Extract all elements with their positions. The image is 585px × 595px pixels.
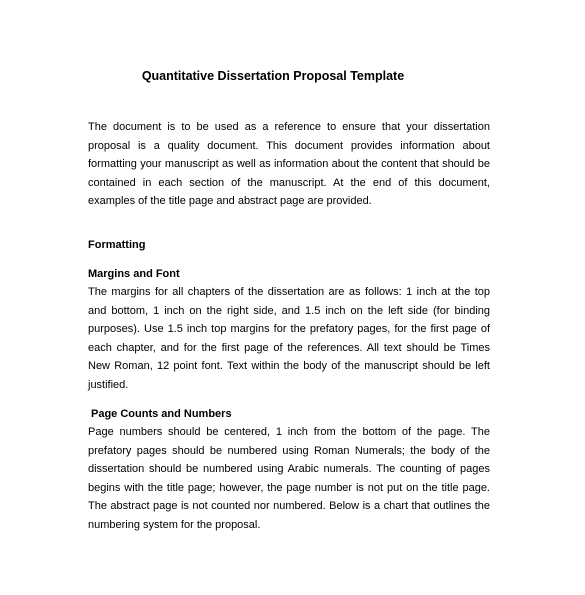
intro-paragraph: [88, 118, 490, 211]
intro-text: The document is to be used as a reference to ensure that your dissertation proposal is a quality document. This document provides information about formatting your manuscript as well as information about the content that should be contained in each section of the manuscript. At the end of this document, examples of the title page and abstract page are provided.: [88, 121, 490, 207]
margins-and-font-heading: Margins and Font: [88, 268, 180, 280]
document-title: Quantitative Dissertation Proposal Template: [141, 69, 405, 83]
page-counts-text: Page numbers should be centered, 1 inch from the bottom of the page. The prefatory pages should be numbered using Roman Numerals; the body of the dissertation should be numbered using Arabic numerals. The counting of pages begins with the title page; however, the page number is not put on the title page. The abstract page is not counted nor numbered. Below is a chart that outlines the numbering system for the proposal.: [88, 426, 490, 531]
page-counts-paragraph: [88, 423, 490, 534]
margins-and-font-paragraph: [88, 283, 490, 394]
page-counts-heading: Page Counts and Numbers: [91, 408, 232, 420]
margins-and-font-text: The margins for all chapters of the dissertation are as follows: 1 inch at the top and bottom, 1 inch on the right side, and 1.5 inch on the left side (for binding purposes). Use 1.5 inch top margins for the prefatory pages, for the first page of each chapter, and for the first page of the references. All text should be Times New Roman, 12 point font. Text within the body of the manuscript should be left justified.: [88, 286, 490, 391]
formatting-heading: Formatting: [88, 239, 146, 251]
